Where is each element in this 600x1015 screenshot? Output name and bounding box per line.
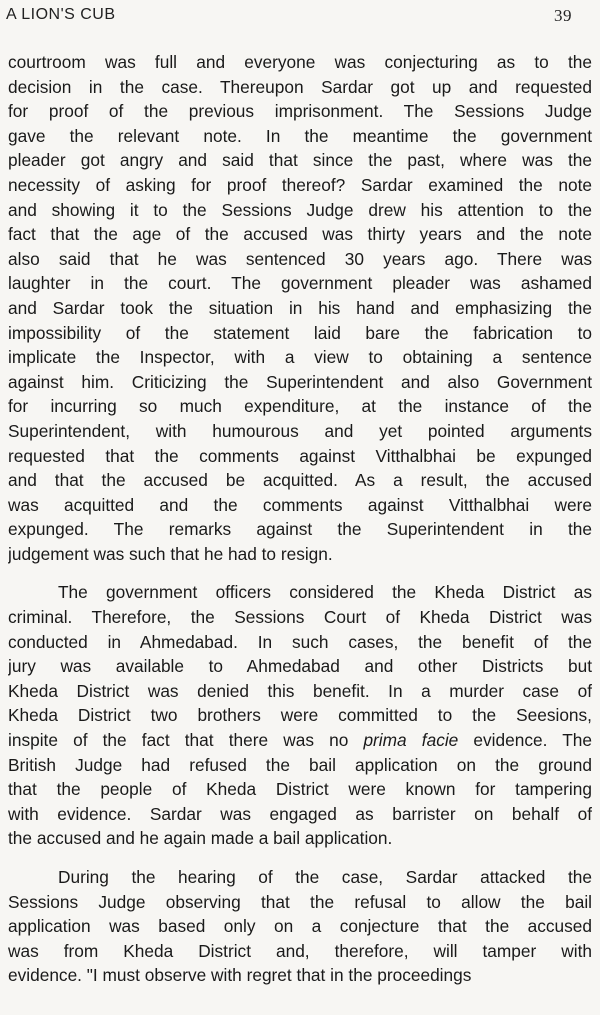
text-line: impossibility of the statement laid bare the fabrication to (8, 322, 592, 343)
text-line: and Sardar took the situation in his hand and emphasizing the (8, 297, 592, 318)
text-line: was acquitted and the comments against Vitthalbhai were (8, 494, 592, 515)
text-line: decision in the case. Thereupon Sardar got up and requested (8, 76, 592, 97)
text-line: During the hearing of the case, Sardar attacked the (58, 867, 592, 887)
text-line: evidence. "I must observe with regret that in the proceedings (8, 965, 472, 986)
text-line: application was based only on a conjecture that the accused (8, 916, 592, 937)
text-line: British Judge had refused the bail application on the ground (8, 754, 592, 775)
text-line: and that the accused be acquitted. As a result, the accused (8, 470, 592, 491)
text-line: that the people of Kheda District were known for tampering (8, 779, 592, 800)
paragraph (8, 865, 592, 988)
text-line: courtroom was full and everyone was conjecturing as to the (8, 52, 592, 72)
running-title: A LION'S CUB (6, 6, 116, 23)
text-line: was from Kheda District and, therefore, will tamper with (8, 940, 592, 961)
text-line: the accused and he again made a bail application. (8, 828, 393, 849)
text-line: necessity of asking for proof thereof? Sardar examined the note (8, 174, 592, 195)
page-header (6, 6, 572, 26)
text-line: gave the relevant note. In the meantime the government (8, 125, 592, 146)
page-number: 39 (554, 6, 572, 25)
text-line: jury was available to Ahmedabad and other Districts but (8, 656, 592, 677)
paragraph (8, 580, 592, 851)
paragraph-gap (8, 851, 592, 865)
text-line: against him. Criticizing the Superintendent and also Government (8, 371, 592, 392)
text-line: conducted in Ahmedabad. In such cases, the benefit of the (8, 631, 592, 652)
text-line: requested that the comments against Vitthalbhai be expunged (8, 445, 592, 466)
text-line: Kheda District two brothers were committed to the Seesions, (8, 705, 592, 726)
text-line: also said that he was sentenced 30 years ago. There was (8, 248, 592, 269)
paragraph-gap (8, 566, 592, 580)
text-line: Sessions Judge observing that the refusal to allow the bail (8, 891, 592, 912)
text-line: inspite of the fact that there was no prima facie evidence. The (8, 730, 592, 751)
text-line: fact that the age of the accused was thirty years and the note (8, 224, 592, 245)
text-line: for incurring so much expenditure, at the instance of the (8, 396, 592, 417)
text-line: with evidence. Sardar was engaged as barrister on behalf of (8, 803, 592, 824)
text-line: criminal. Therefore, the Sessions Court of Kheda District was (8, 607, 592, 628)
text-line: implicate the Inspector, with a view to obtaining a sentence (8, 347, 592, 368)
text-line: for proof of the previous imprisonment. The Sessions Judge (8, 101, 592, 122)
text-line: The government officers considered the Kheda District as (58, 582, 592, 603)
text-line: and showing it to the Sessions Judge drew his attention to the (8, 199, 592, 220)
body-text (8, 50, 592, 988)
text-line: pleader got angry and said that since the past, where was the (8, 150, 592, 171)
text-line: laughter in the court. The government pleader was ashamed (8, 273, 592, 294)
paragraph (8, 50, 592, 566)
text-line: judgement was such that he had to resign. (8, 543, 333, 564)
text-line: expunged. The remarks against the Superintendent in the (8, 519, 592, 540)
text-line: Superintendent, with humourous and yet pointed arguments (8, 420, 592, 441)
text-line: Kheda District was denied this benefit. In a murder case of (8, 680, 592, 701)
